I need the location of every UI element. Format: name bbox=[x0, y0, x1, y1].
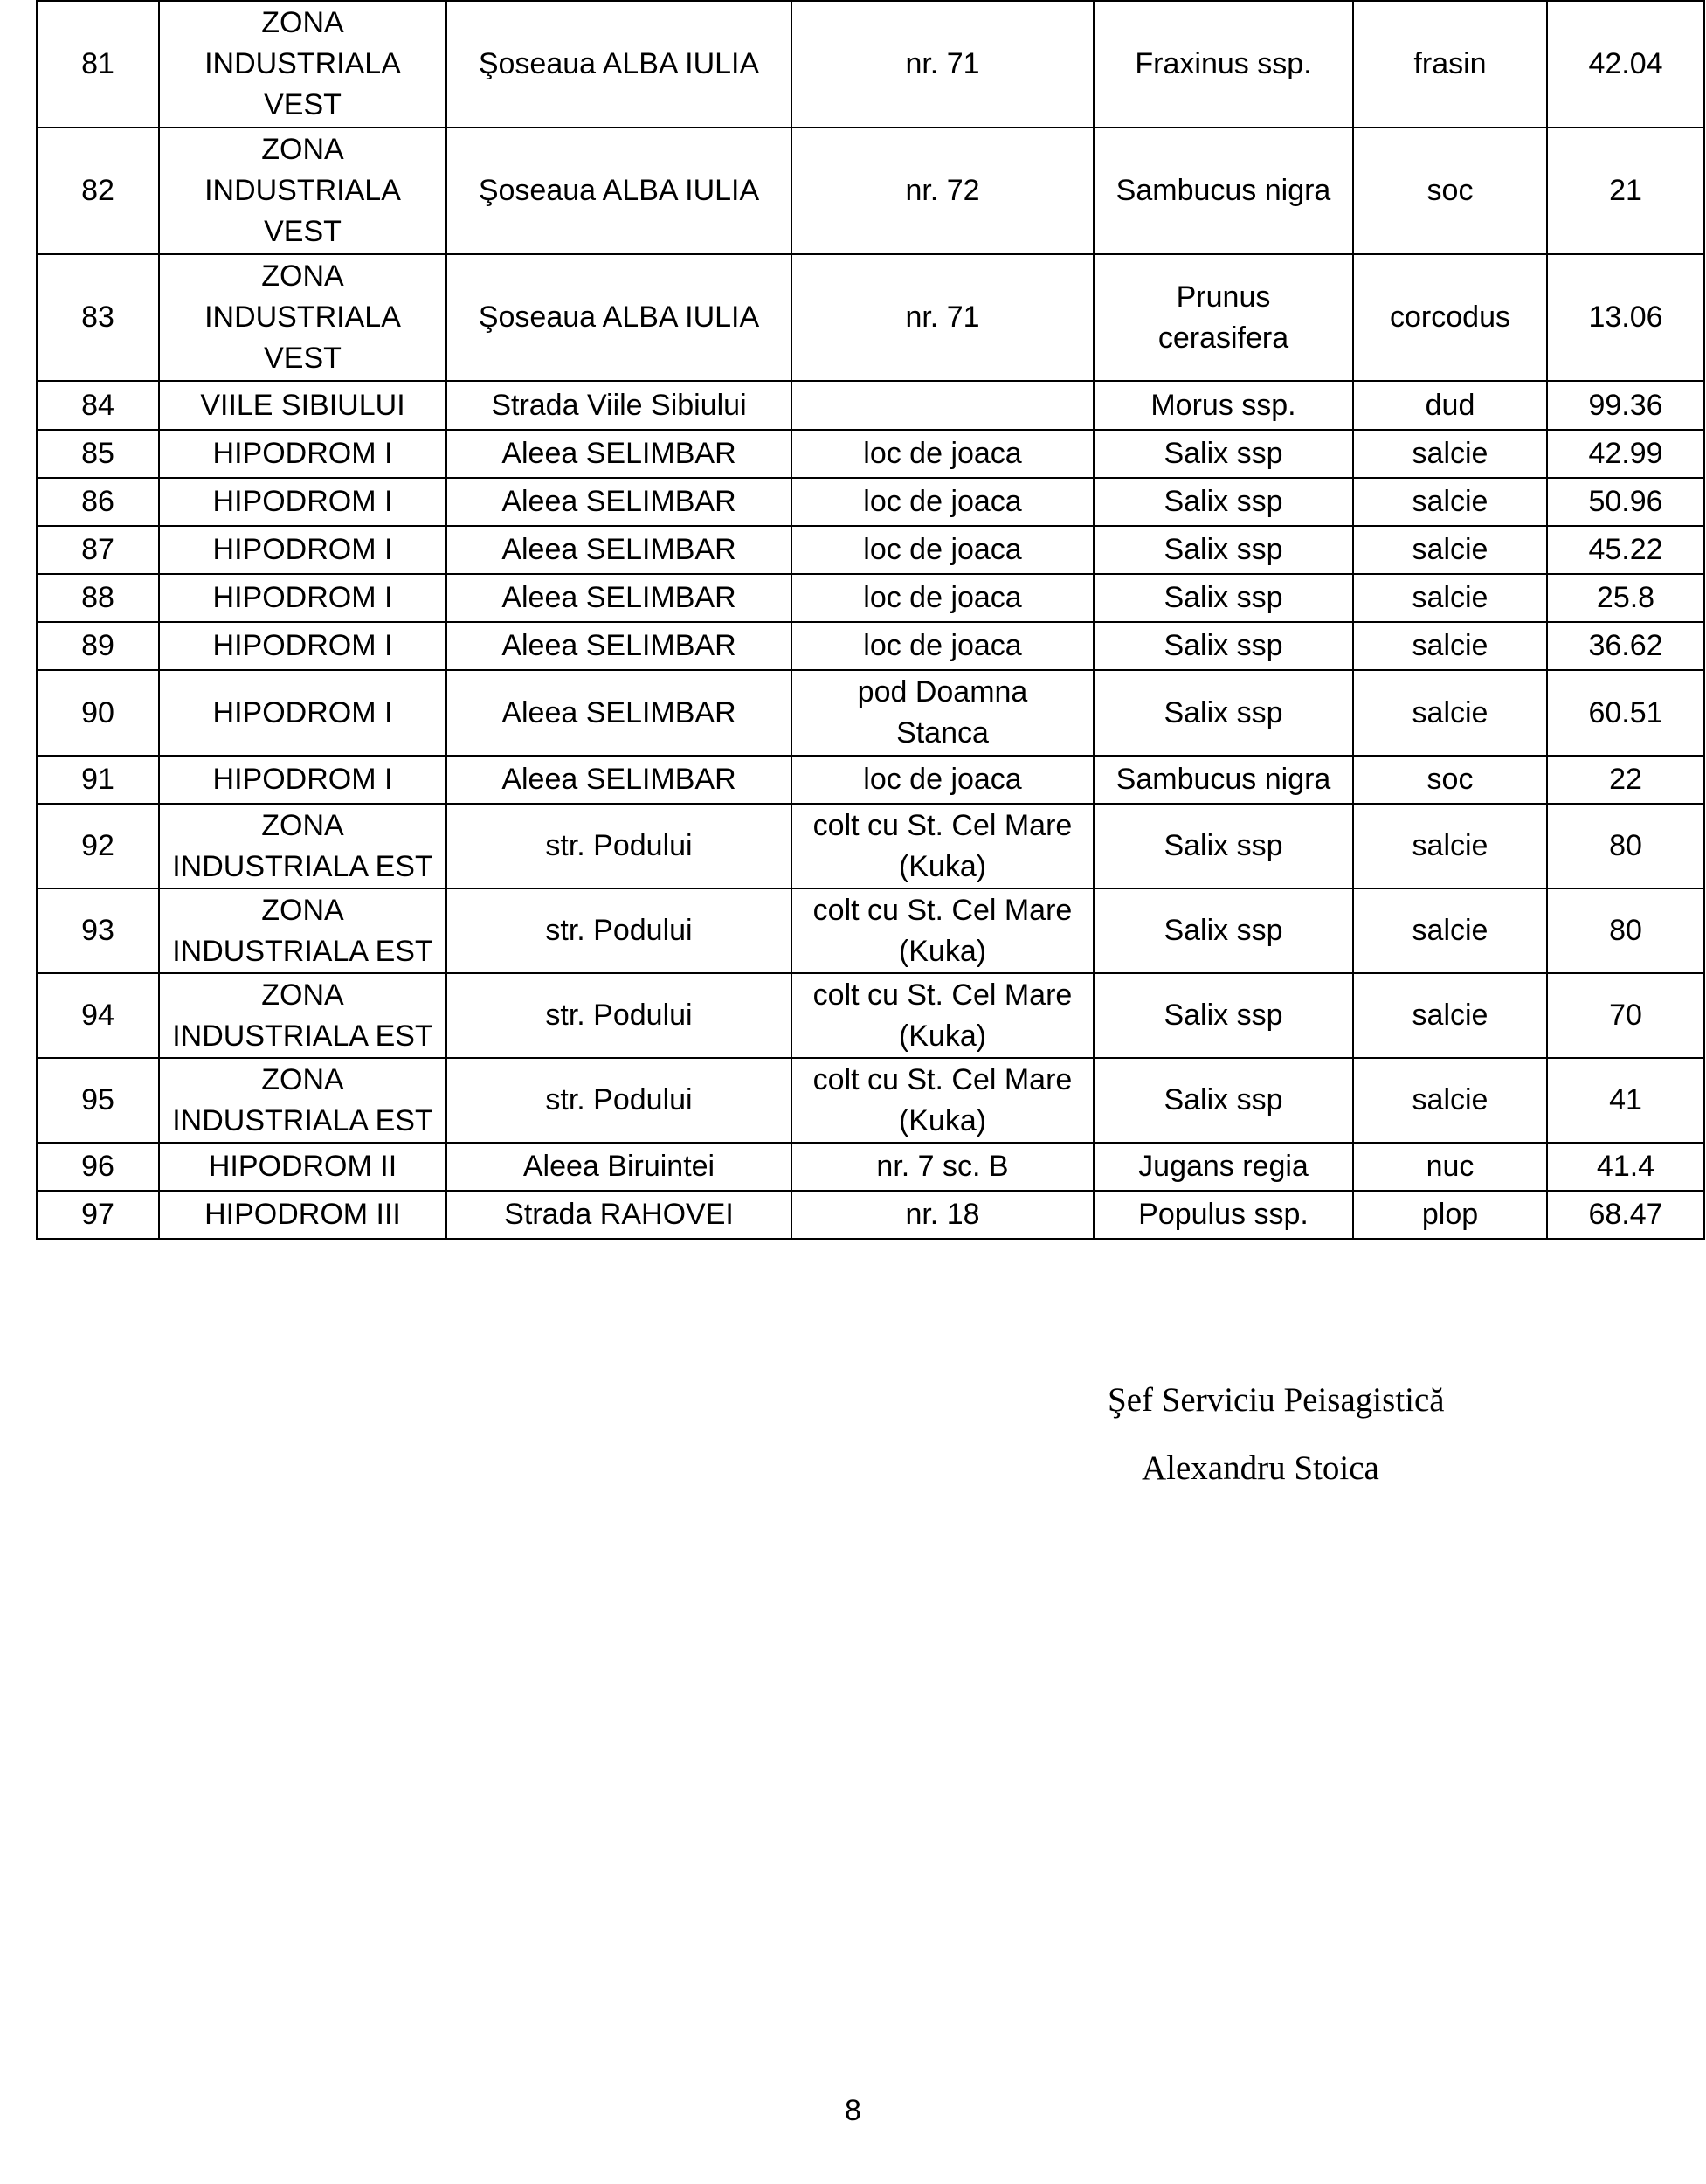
cell-denumire: soc bbox=[1353, 128, 1547, 254]
table-row bbox=[37, 478, 1704, 526]
cell-strada: Aleea SELIMBAR bbox=[446, 574, 791, 622]
cell-locatie: loc de joaca bbox=[791, 430, 1094, 478]
cell-locatie: nr. 71 bbox=[791, 1, 1094, 128]
table-row bbox=[37, 1143, 1704, 1191]
cell-denumire: soc bbox=[1353, 756, 1547, 804]
cell-specie: Fraxinus ssp. bbox=[1094, 1, 1353, 128]
cell-denumire: salcie bbox=[1353, 430, 1547, 478]
table-row bbox=[37, 1191, 1704, 1239]
cell-denumire: frasin bbox=[1353, 1, 1547, 128]
cell-nr: 85 bbox=[37, 430, 159, 478]
cell-strada: Strada RAHOVEI bbox=[446, 1191, 791, 1239]
cell-denumire: salcie bbox=[1353, 670, 1547, 756]
cell-denumire: dud bbox=[1353, 381, 1547, 430]
cell-strada: str. Podului bbox=[446, 888, 791, 973]
cell-specie: Jugans regia bbox=[1094, 1143, 1353, 1191]
cell-nr: 90 bbox=[37, 670, 159, 756]
table-row bbox=[37, 756, 1704, 804]
cell-zona: ZONA INDUSTRIALA EST bbox=[159, 804, 446, 888]
table-row bbox=[37, 1058, 1704, 1143]
cell-zona: HIPODROM I bbox=[159, 574, 446, 622]
cell-locatie: colt cu St. Cel Mare (Kuka) bbox=[791, 1058, 1094, 1143]
cell-zona: ZONA INDUSTRIALA VEST bbox=[159, 1, 446, 128]
cell-locatie: nr. 18 bbox=[791, 1191, 1094, 1239]
cell-nr: 82 bbox=[37, 128, 159, 254]
cell-nr: 83 bbox=[37, 254, 159, 381]
cell-valoare: 13.06 bbox=[1547, 254, 1704, 381]
cell-valoare: 42.99 bbox=[1547, 430, 1704, 478]
cell-denumire: salcie bbox=[1353, 804, 1547, 888]
cell-locatie: colt cu St. Cel Mare (Kuka) bbox=[791, 888, 1094, 973]
cell-valoare: 25.8 bbox=[1547, 574, 1704, 622]
cell-specie: Salix ssp bbox=[1094, 574, 1353, 622]
cell-locatie: colt cu St. Cel Mare (Kuka) bbox=[791, 973, 1094, 1058]
cell-strada: Aleea SELIMBAR bbox=[446, 430, 791, 478]
cell-strada: Şoseaua ALBA IULIA bbox=[446, 254, 791, 381]
cell-specie: Sambucus nigra bbox=[1094, 128, 1353, 254]
cell-specie: Salix ssp bbox=[1094, 1058, 1353, 1143]
table-body bbox=[37, 1, 1704, 1239]
cell-specie: Salix ssp bbox=[1094, 430, 1353, 478]
cell-valoare: 50.96 bbox=[1547, 478, 1704, 526]
cell-nr: 86 bbox=[37, 478, 159, 526]
cell-zona: ZONA INDUSTRIALA EST bbox=[159, 1058, 446, 1143]
cell-specie: Salix ssp bbox=[1094, 804, 1353, 888]
cell-locatie: loc de joaca bbox=[791, 526, 1094, 574]
cell-strada: Aleea SELIMBAR bbox=[446, 756, 791, 804]
table-row bbox=[37, 973, 1704, 1058]
cell-nr: 95 bbox=[37, 1058, 159, 1143]
table-row bbox=[37, 574, 1704, 622]
table-row bbox=[37, 888, 1704, 973]
cell-specie: Salix ssp bbox=[1094, 478, 1353, 526]
cell-strada: Aleea SELIMBAR bbox=[446, 622, 791, 670]
cell-specie: Populus ssp. bbox=[1094, 1191, 1353, 1239]
cell-zona: VIILE SIBIULUI bbox=[159, 381, 446, 430]
cell-zona: ZONA INDUSTRIALA VEST bbox=[159, 128, 446, 254]
table-row bbox=[37, 670, 1704, 756]
cell-strada: Aleea Biruintei bbox=[446, 1143, 791, 1191]
cell-locatie: loc de joaca bbox=[791, 574, 1094, 622]
cell-locatie bbox=[791, 381, 1094, 430]
cell-specie: Sambucus nigra bbox=[1094, 756, 1353, 804]
cell-valoare: 21 bbox=[1547, 128, 1704, 254]
cell-denumire: corcodus bbox=[1353, 254, 1547, 381]
cell-nr: 88 bbox=[37, 574, 159, 622]
cell-specie: Morus ssp. bbox=[1094, 381, 1353, 430]
cell-valoare: 80 bbox=[1547, 804, 1704, 888]
cell-strada: Şoseaua ALBA IULIA bbox=[446, 128, 791, 254]
cell-denumire: salcie bbox=[1353, 622, 1547, 670]
cell-zona: ZONA INDUSTRIALA EST bbox=[159, 888, 446, 973]
cell-valoare: 22 bbox=[1547, 756, 1704, 804]
cell-zona: HIPODROM I bbox=[159, 756, 446, 804]
table-row bbox=[37, 128, 1704, 254]
cell-locatie: nr. 7 sc. B bbox=[791, 1143, 1094, 1191]
cell-specie: Prunus cerasifera bbox=[1094, 254, 1353, 381]
cell-strada: Aleea SELIMBAR bbox=[446, 670, 791, 756]
cell-denumire: salcie bbox=[1353, 1058, 1547, 1143]
cell-valoare: 45.22 bbox=[1547, 526, 1704, 574]
cell-valoare: 99.36 bbox=[1547, 381, 1704, 430]
cell-valoare: 42.04 bbox=[1547, 1, 1704, 128]
cell-specie: Salix ssp bbox=[1094, 888, 1353, 973]
table-row bbox=[37, 804, 1704, 888]
cell-strada: Strada Viile Sibiului bbox=[446, 381, 791, 430]
table-row bbox=[37, 1, 1704, 128]
cell-zona: ZONA INDUSTRIALA EST bbox=[159, 973, 446, 1058]
tree-inventory-table bbox=[36, 0, 1705, 1240]
cell-locatie: loc de joaca bbox=[791, 622, 1094, 670]
table-row bbox=[37, 381, 1704, 430]
cell-denumire: salcie bbox=[1353, 574, 1547, 622]
table-row bbox=[37, 526, 1704, 574]
cell-valoare: 80 bbox=[1547, 888, 1704, 973]
cell-nr: 92 bbox=[37, 804, 159, 888]
cell-specie: Salix ssp bbox=[1094, 670, 1353, 756]
cell-valoare: 36.62 bbox=[1547, 622, 1704, 670]
cell-nr: 97 bbox=[37, 1191, 159, 1239]
cell-specie: Salix ssp bbox=[1094, 622, 1353, 670]
cell-zona: HIPODROM I bbox=[159, 670, 446, 756]
signature-title: Şef Serviciu Peisagistică bbox=[1108, 1381, 1445, 1419]
cell-denumire: plop bbox=[1353, 1191, 1547, 1239]
cell-nr: 94 bbox=[37, 973, 159, 1058]
cell-specie: Salix ssp bbox=[1094, 973, 1353, 1058]
cell-strada: Aleea SELIMBAR bbox=[446, 526, 791, 574]
cell-strada: str. Podului bbox=[446, 973, 791, 1058]
cell-locatie: colt cu St. Cel Mare (Kuka) bbox=[791, 804, 1094, 888]
cell-zona: HIPODROM I bbox=[159, 478, 446, 526]
cell-locatie: nr. 71 bbox=[791, 254, 1094, 381]
cell-zona: ZONA INDUSTRIALA VEST bbox=[159, 254, 446, 381]
page-number: 8 bbox=[845, 2094, 861, 2127]
cell-nr: 87 bbox=[37, 526, 159, 574]
cell-valoare: 68.47 bbox=[1547, 1191, 1704, 1239]
cell-valoare: 41 bbox=[1547, 1058, 1704, 1143]
cell-zona: HIPODROM I bbox=[159, 526, 446, 574]
cell-denumire: salcie bbox=[1353, 888, 1547, 973]
cell-locatie: loc de joaca bbox=[791, 478, 1094, 526]
cell-specie: Salix ssp bbox=[1094, 526, 1353, 574]
cell-valoare: 70 bbox=[1547, 973, 1704, 1058]
cell-nr: 93 bbox=[37, 888, 159, 973]
cell-strada: Aleea SELIMBAR bbox=[446, 478, 791, 526]
cell-nr: 84 bbox=[37, 381, 159, 430]
cell-zona: HIPODROM III bbox=[159, 1191, 446, 1239]
cell-strada: Şoseaua ALBA IULIA bbox=[446, 1, 791, 128]
cell-denumire: salcie bbox=[1353, 478, 1547, 526]
cell-strada: str. Podului bbox=[446, 804, 791, 888]
table-row bbox=[37, 430, 1704, 478]
cell-zona: HIPODROM I bbox=[159, 622, 446, 670]
cell-valoare: 41.4 bbox=[1547, 1143, 1704, 1191]
table-row bbox=[37, 254, 1704, 381]
cell-zona: HIPODROM I bbox=[159, 430, 446, 478]
cell-nr: 96 bbox=[37, 1143, 159, 1191]
cell-denumire: salcie bbox=[1353, 973, 1547, 1058]
cell-zona: HIPODROM II bbox=[159, 1143, 446, 1191]
cell-denumire: salcie bbox=[1353, 526, 1547, 574]
cell-locatie: loc de joaca bbox=[791, 756, 1094, 804]
cell-locatie: pod Doamna Stanca bbox=[791, 670, 1094, 756]
cell-strada: str. Podului bbox=[446, 1058, 791, 1143]
table-row bbox=[37, 622, 1704, 670]
cell-denumire: nuc bbox=[1353, 1143, 1547, 1191]
cell-nr: 89 bbox=[37, 622, 159, 670]
cell-nr: 91 bbox=[37, 756, 159, 804]
cell-valoare: 60.51 bbox=[1547, 670, 1704, 756]
cell-nr: 81 bbox=[37, 1, 159, 128]
signature-name: Alexandru Stoica bbox=[1142, 1449, 1379, 1487]
cell-locatie: nr. 72 bbox=[791, 128, 1094, 254]
